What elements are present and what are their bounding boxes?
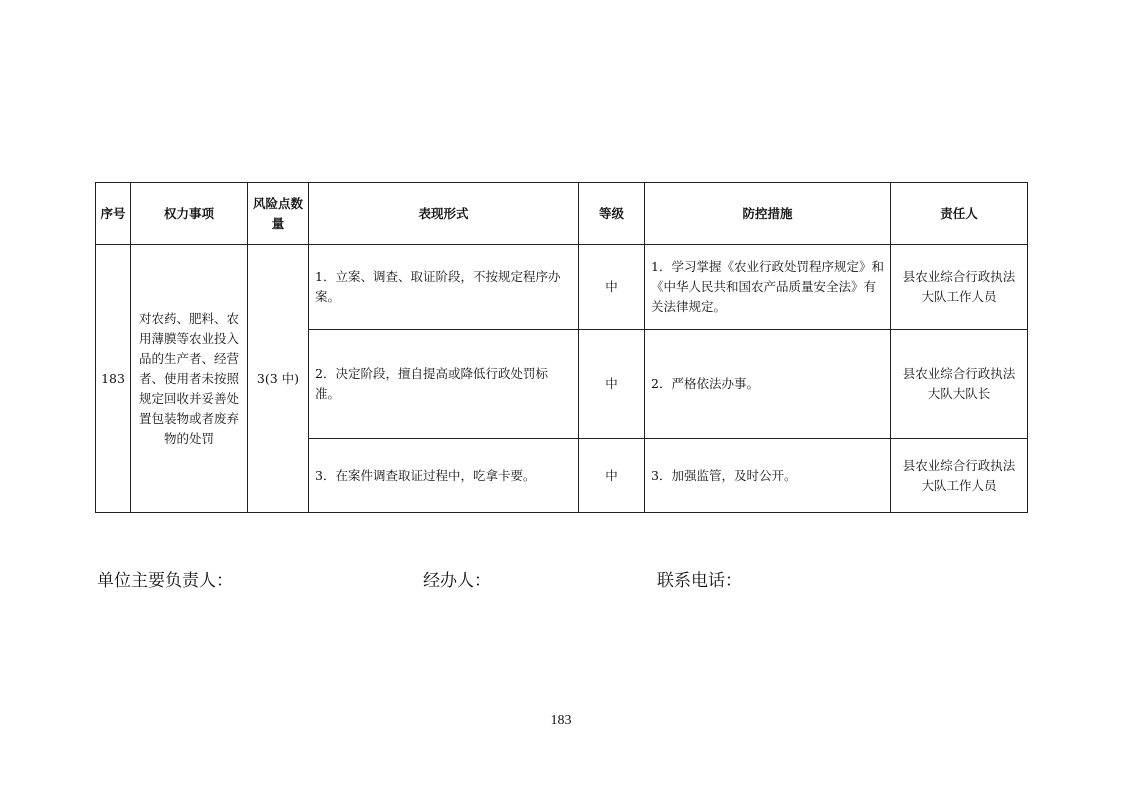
cell-level: 中: [579, 330, 645, 439]
header-responsible: 责任人: [891, 183, 1028, 245]
signature-line: [97, 566, 997, 590]
cell-responsible: 县农业综合行政执法大队工作人员: [891, 439, 1028, 513]
header-risk-count: 风险点数量: [248, 183, 309, 245]
table-row: [96, 245, 1028, 330]
cell-form: 3．在案件调查取证过程中，吃拿卡要。: [309, 439, 579, 513]
cell-measure: 1．学习掌握《农业行政处罚程序规定》和《中华人民共和国农产品质量安全法》有关法律规定。: [645, 245, 891, 330]
header-matter: 权力事项: [131, 183, 248, 245]
header-seq: 序号: [96, 183, 131, 245]
cell-matter: 对农药、肥料、农用薄膜等农业投入品的生产者、经营者、使用者未按照规定回收并妥善处置包装物或者废弃物的处罚: [131, 245, 248, 513]
cell-form: 2．决定阶段，擅自提高或降低行政处罚标准。: [309, 330, 579, 439]
cell-responsible: 县农业综合行政执法大队工作人员: [891, 245, 1028, 330]
phone-label: 联系电话：: [657, 571, 742, 591]
cell-risk-count: 3(3 中): [248, 245, 309, 513]
header-form: 表现形式: [309, 183, 579, 245]
leader-label: 单位主要负责人：: [97, 571, 233, 591]
cell-measure: 3．加强监管，及时公开。: [645, 439, 891, 513]
cell-measure: 2．严格依法办事。: [645, 330, 891, 439]
header-measures: 防控措施: [645, 183, 891, 245]
cell-level: 中: [579, 439, 645, 513]
table-header-row: [96, 183, 1028, 245]
cell-responsible: 县农业综合行政执法大队大队长: [891, 330, 1028, 439]
handler-label: 经办人：: [423, 571, 491, 591]
risk-control-table: [95, 182, 1028, 513]
page-number: 183: [550, 713, 572, 728]
cell-form: 1．立案、调查、取证阶段，不按规定程序办案。: [309, 245, 579, 330]
cell-seq: 183: [96, 245, 131, 513]
cell-level: 中: [579, 245, 645, 330]
header-level: 等级: [579, 183, 645, 245]
